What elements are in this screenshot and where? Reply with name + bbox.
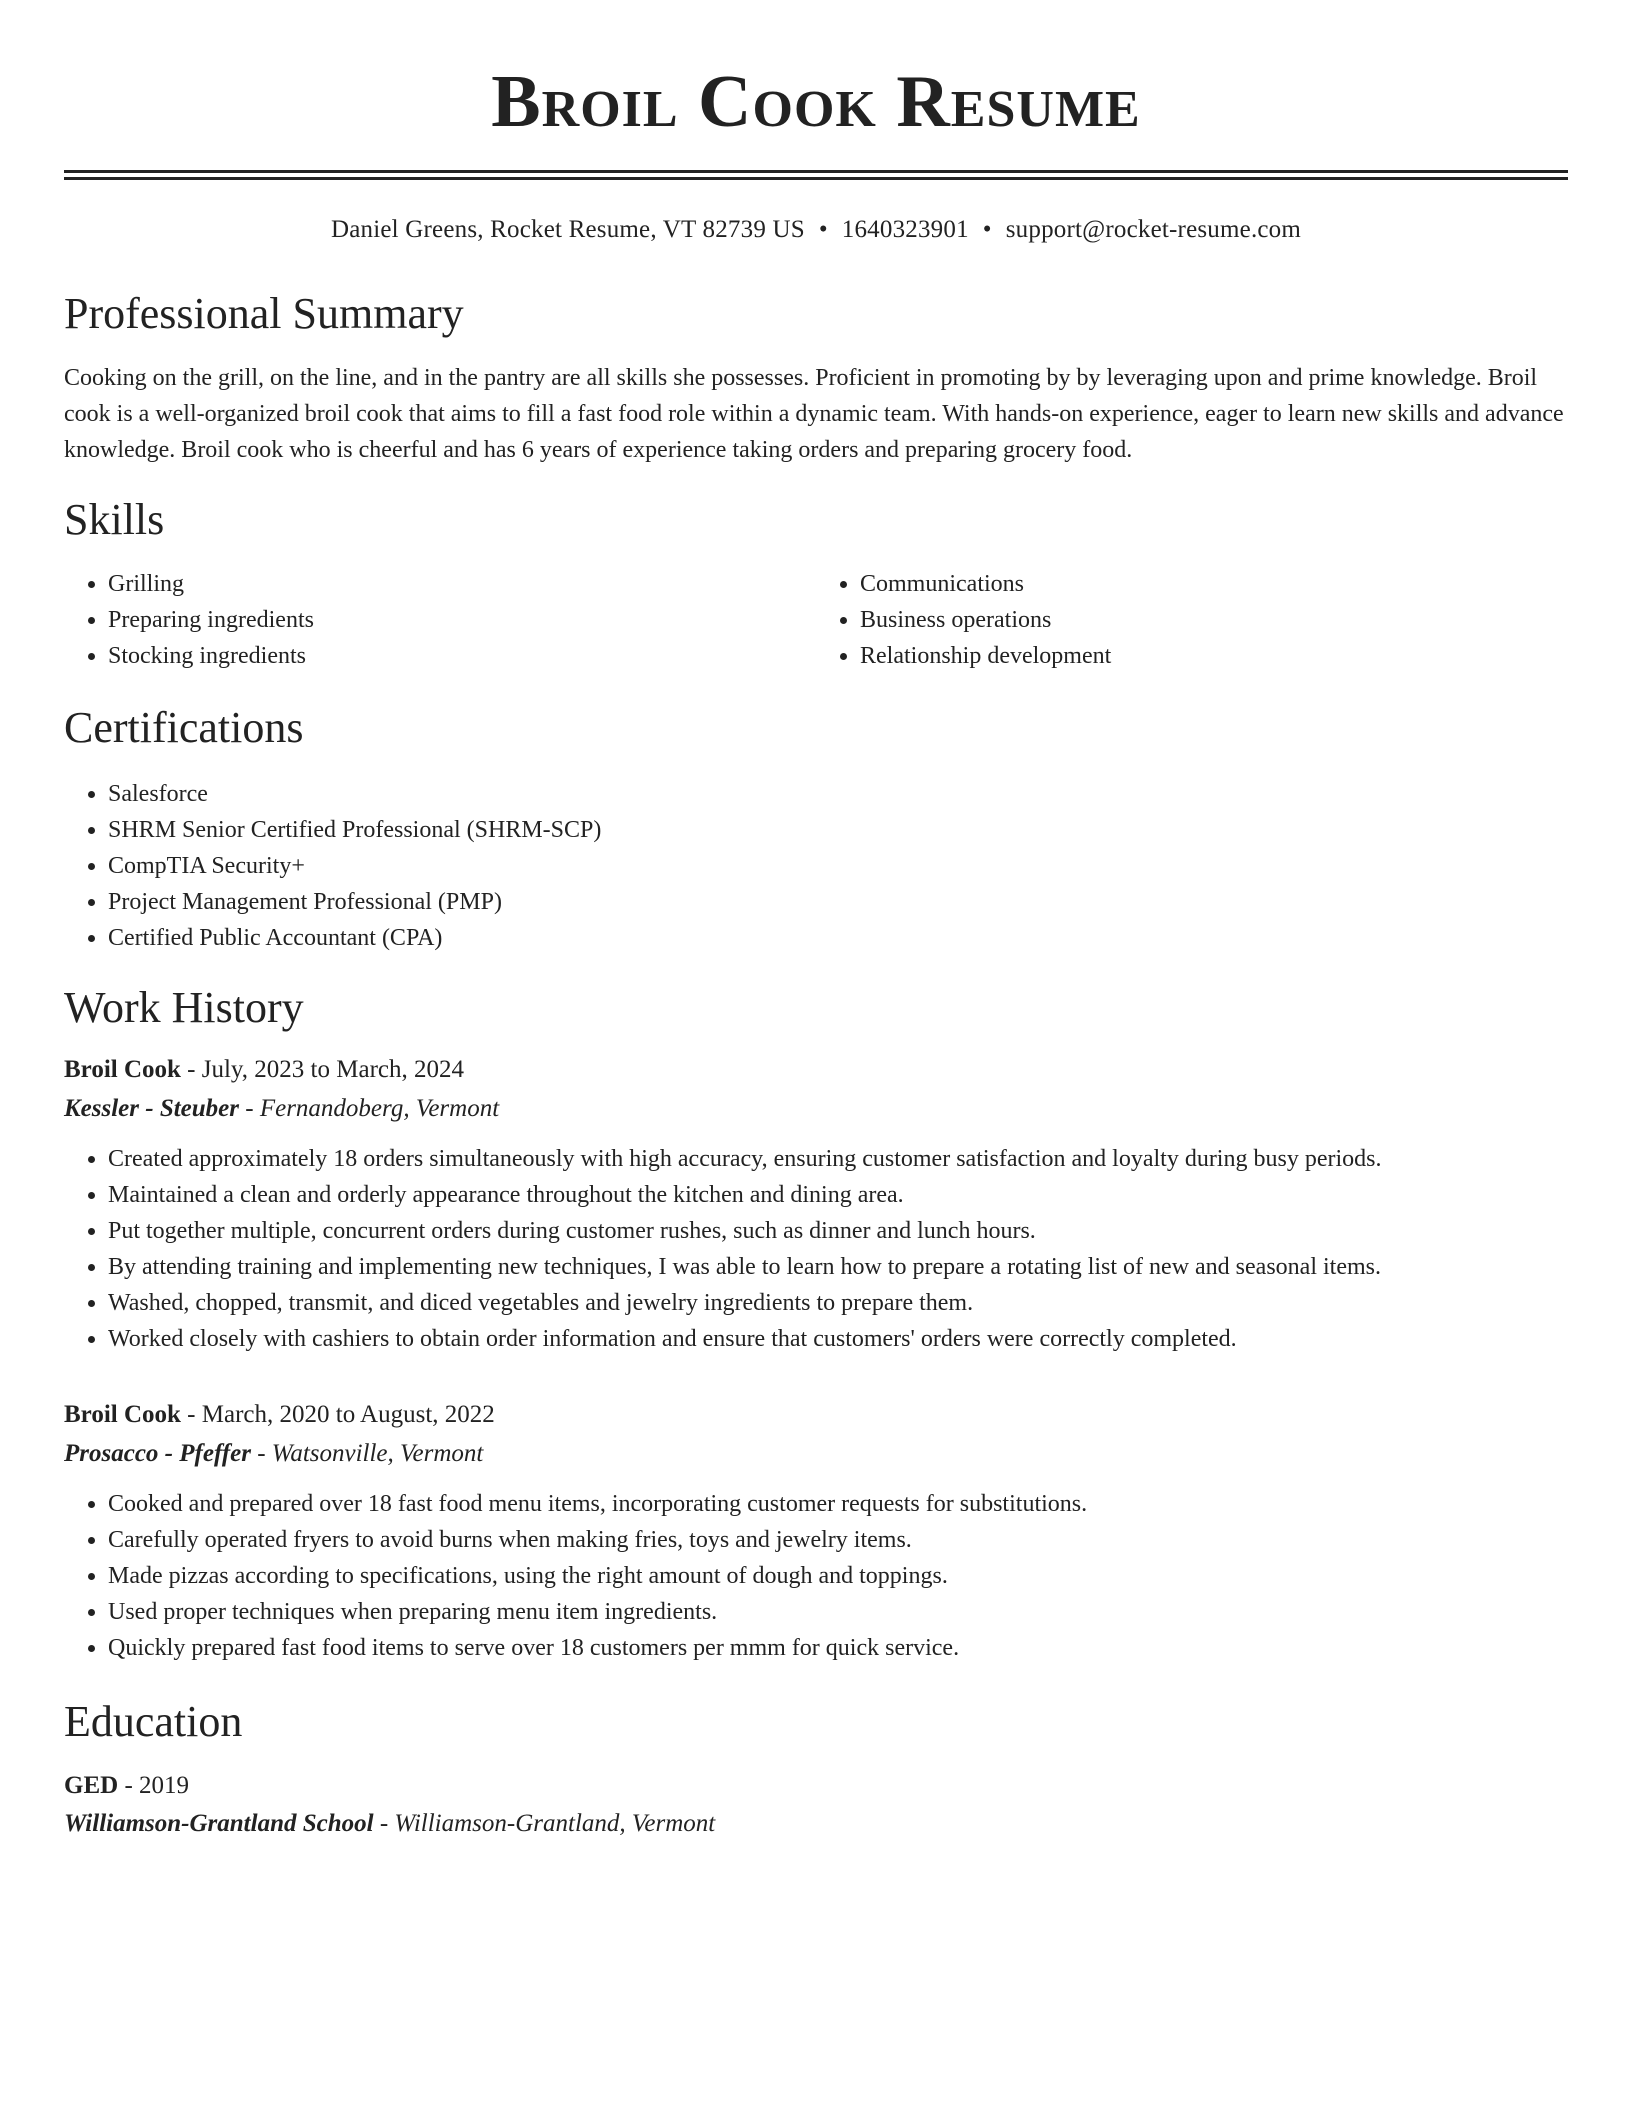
job-title: Broil Cook — [64, 1401, 181, 1428]
skill-item: • Communications — [860, 566, 1568, 602]
contact-separator: • — [982, 216, 992, 243]
education-heading: Education — [64, 1697, 243, 1746]
job-bullet: • Quickly prepared fast food items to serve over 18 customers per mmm for quick service. — [108, 1630, 1568, 1666]
certifications-heading: Certifications — [64, 703, 304, 752]
contact-email: support@rocket-resume.com — [1005, 216, 1302, 243]
contact-separator: • — [818, 216, 828, 243]
skill-item: • Preparing ingredients — [108, 602, 816, 638]
job-employer — [64, 1091, 1568, 1127]
certification-item: • Salesforce — [108, 776, 1568, 812]
document-title: Broil Cook Resume — [491, 61, 1141, 143]
education-year: - 2019 — [118, 1772, 190, 1799]
job-bullet: • Created approximately 18 orders simultaneously with high accuracy, ensuring customer satisfaction and loyalty during busy periods. — [108, 1141, 1568, 1177]
skills-columns — [64, 566, 1568, 674]
skills-heading: Skills — [64, 495, 165, 544]
job-bullets — [64, 1486, 1568, 1666]
skill-item: • Relationship development — [860, 638, 1568, 674]
job-company: Prosacco - Pfeffer — [64, 1440, 251, 1467]
job-bullet: • Made pizzas according to specifications, using the right amount of dough and toppings. — [108, 1558, 1568, 1594]
job-dates: - July, 2023 to March, 2024 — [180, 1056, 464, 1083]
education-location: - Williamson-Grantland, Vermont — [373, 1810, 716, 1837]
job-location: - Watsonville, Vermont — [250, 1440, 484, 1467]
work-history-heading: Work History — [64, 983, 304, 1032]
title-divider — [64, 170, 1568, 180]
skills-list-left — [64, 566, 816, 674]
skill-item: • Stocking ingredients — [108, 638, 816, 674]
job-bullet: • Cooked and prepared over 18 fast food menu items, incorporating customer requests for substitutions. — [108, 1486, 1568, 1522]
job-bullet: • Maintained a clean and orderly appearance throughout the kitchen and dining area. — [108, 1177, 1568, 1213]
contact-phone: 1640323901 — [841, 216, 969, 243]
education-school-line — [64, 1806, 1568, 1842]
summary-heading: Professional Summary — [64, 289, 464, 338]
job-header — [64, 1052, 1568, 1088]
education-school: Williamson-Grantland School — [64, 1810, 374, 1837]
certifications-list — [64, 776, 1568, 956]
job-employer — [64, 1436, 1568, 1472]
summary-text: Cooking on the grill, on the line, and in the pantry are all skills she possesses. Proficient in promoting by by leveraging upon and prime knowledge. Broil cook is a well-organized broil cook that aims to fill a fast food role within a dynamic team. With hands-on experience, eager to learn new skills and advance knowledge. Broil cook who is cheerful and has 6 years of experience taking orders and preparing grocery food. — [64, 365, 1564, 463]
job-location: - Fernandoberg, Vermont — [239, 1095, 500, 1122]
certification-item: • Certified Public Accountant (CPA) — [108, 920, 1568, 956]
job-bullet: • By attending training and implementing new techniques, I was able to learn how to prepare a rotating list of new and seasonal items. — [108, 1249, 1568, 1285]
contact-address: Daniel Greens, Rocket Resume, VT 82739 US — [330, 216, 805, 243]
job-bullet: • Washed, chopped, transmit, and diced vegetables and jewelry ingredients to prepare them. — [108, 1285, 1568, 1321]
job-bullets — [64, 1141, 1568, 1357]
job-bullet: • Put together multiple, concurrent orders during customer rushes, such as dinner and lunch hours. — [108, 1213, 1568, 1249]
job-header — [64, 1397, 1568, 1433]
education-degree-line — [64, 1768, 1568, 1804]
job-bullet: • Worked closely with cashiers to obtain order information and ensure that customers' orders were correctly completed. — [108, 1321, 1568, 1357]
job-bullet: • Used proper techniques when preparing menu item ingredients. — [108, 1594, 1568, 1630]
job-company: Kessler - Steuber — [64, 1095, 239, 1122]
job-bullet: • Carefully operated fryers to avoid burns when making fries, toys and jewelry items. — [108, 1522, 1568, 1558]
job-dates: - March, 2020 to August, 2022 — [180, 1401, 495, 1428]
education-degree: GED — [64, 1772, 119, 1799]
skill-item: • Grilling — [108, 566, 816, 602]
job-title: Broil Cook — [64, 1056, 181, 1083]
certification-item: • Project Management Professional (PMP) — [108, 884, 1568, 920]
contact-line — [64, 214, 1568, 246]
skills-list-right — [816, 566, 1568, 674]
certification-item: • CompTIA Security+ — [108, 848, 1568, 884]
skill-item: • Business operations — [860, 602, 1568, 638]
certification-item: • SHRM Senior Certified Professional (SHRM-SCP) — [108, 812, 1568, 848]
